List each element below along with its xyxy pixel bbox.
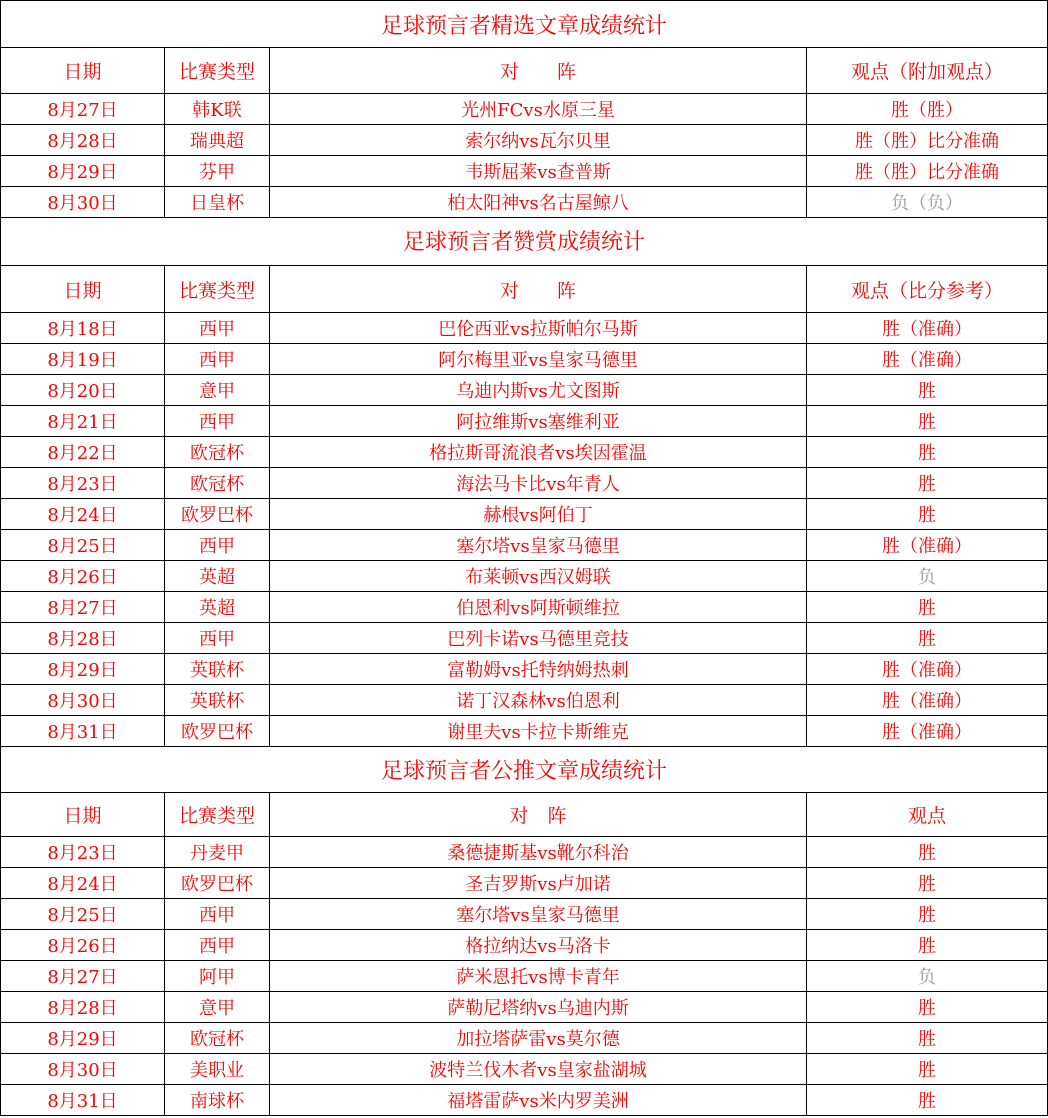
cell-date: 8月30日 xyxy=(1,685,165,716)
table-row xyxy=(1,654,1048,685)
table-row xyxy=(1,468,1048,499)
cell-match: 波特兰伐木者vs皇家盐湖城 xyxy=(270,1054,807,1085)
table-row xyxy=(1,313,1048,344)
table-row xyxy=(1,187,1048,218)
cell-view: 胜（准确） xyxy=(807,685,1048,716)
cell-view: 胜 xyxy=(807,899,1048,930)
cell-match: 索尔纳vs瓦尔贝里 xyxy=(270,125,807,156)
table-row xyxy=(1,499,1048,530)
cell-match: 萨勒尼塔纳vs乌迪内斯 xyxy=(270,992,807,1023)
cell-match: 塞尔塔vs皇家马德里 xyxy=(270,899,807,930)
public-articles-table xyxy=(0,746,1048,1116)
cell-date: 8月31日 xyxy=(1,716,165,747)
cell-league: 欧罗巴杯 xyxy=(165,499,270,530)
cell-match: 海法马卡比vs年青人 xyxy=(270,468,807,499)
cell-league: 欧冠杯 xyxy=(165,1023,270,1054)
table-row xyxy=(1,592,1048,623)
cell-date: 8月30日 xyxy=(1,187,165,218)
table-row xyxy=(1,125,1048,156)
cell-view: 胜 xyxy=(807,592,1048,623)
table-row xyxy=(1,837,1048,868)
table-row xyxy=(1,961,1048,992)
cell-date: 8月29日 xyxy=(1,654,165,685)
cell-league: 西甲 xyxy=(165,899,270,930)
cell-date: 8月27日 xyxy=(1,592,165,623)
cell-match: 乌迪内斯vs尤文图斯 xyxy=(270,375,807,406)
cell-view: 胜 xyxy=(807,499,1048,530)
cell-date: 8月24日 xyxy=(1,868,165,899)
cell-match: 谢里夫vs卡拉卡斯维克 xyxy=(270,716,807,747)
cell-view: 胜 xyxy=(807,468,1048,499)
cell-view: 胜 xyxy=(807,992,1048,1023)
cell-league: 西甲 xyxy=(165,623,270,654)
table-row xyxy=(1,530,1048,561)
cell-league: 西甲 xyxy=(165,930,270,961)
table-row xyxy=(1,623,1048,654)
cell-match: 富勒姆vs托特纳姆热刺 xyxy=(270,654,807,685)
table-row xyxy=(1,344,1048,375)
table-row xyxy=(1,930,1048,961)
cell-league: 瑞典超 xyxy=(165,125,270,156)
selected-articles-table xyxy=(0,0,1048,218)
column-header-league: 比赛类型 xyxy=(165,266,270,313)
reward-results-table xyxy=(0,216,1048,747)
table-row xyxy=(1,716,1048,747)
column-header-date: 日期 xyxy=(1,48,165,94)
cell-match: 格拉斯哥流浪者vs埃因霍温 xyxy=(270,437,807,468)
table-row xyxy=(1,868,1048,899)
cell-date: 8月26日 xyxy=(1,561,165,592)
cell-league: 英联杯 xyxy=(165,654,270,685)
table-row xyxy=(1,94,1048,125)
cell-league: 阿甲 xyxy=(165,961,270,992)
cell-view: 胜 xyxy=(807,1054,1048,1085)
cell-view: 胜 xyxy=(807,1085,1048,1116)
cell-match: 萨米恩托vs博卡青年 xyxy=(270,961,807,992)
cell-match: 福塔雷萨vs米内罗美洲 xyxy=(270,1085,807,1116)
cell-match: 诺丁汉森林vs伯恩利 xyxy=(270,685,807,716)
cell-date: 8月28日 xyxy=(1,623,165,654)
cell-date: 8月31日 xyxy=(1,1085,165,1116)
cell-view: 负（负） xyxy=(807,187,1048,218)
cell-date: 8月27日 xyxy=(1,94,165,125)
cell-view: 胜 xyxy=(807,930,1048,961)
column-header-match: 对 阵 xyxy=(270,793,807,837)
column-header-view: 观点 xyxy=(807,793,1048,837)
cell-league: 欧冠杯 xyxy=(165,468,270,499)
cell-date: 8月18日 xyxy=(1,313,165,344)
cell-view: 负 xyxy=(807,561,1048,592)
cell-match: 巴伦西亚vs拉斯帕尔马斯 xyxy=(270,313,807,344)
cell-league: 西甲 xyxy=(165,344,270,375)
cell-date: 8月20日 xyxy=(1,375,165,406)
section-title: 足球预言者赞赏成绩统计 xyxy=(1,216,1048,266)
column-header-date: 日期 xyxy=(1,793,165,837)
cell-date: 8月24日 xyxy=(1,499,165,530)
cell-view: 胜（准确） xyxy=(807,313,1048,344)
cell-view: 胜（胜）比分准确 xyxy=(807,125,1048,156)
cell-date: 8月21日 xyxy=(1,406,165,437)
cell-match: 伯恩利vs阿斯顿维拉 xyxy=(270,592,807,623)
cell-league: 意甲 xyxy=(165,992,270,1023)
cell-league: 欧罗巴杯 xyxy=(165,868,270,899)
column-header-league: 比赛类型 xyxy=(165,793,270,837)
cell-match: 阿拉维斯vs塞维利亚 xyxy=(270,406,807,437)
column-header-view: 观点（附加观点） xyxy=(807,48,1048,94)
cell-date: 8月26日 xyxy=(1,930,165,961)
table-row xyxy=(1,992,1048,1023)
column-header-league: 比赛类型 xyxy=(165,48,270,94)
cell-match: 光州FCvs水原三星 xyxy=(270,94,807,125)
cell-view: 胜（准确） xyxy=(807,654,1048,685)
cell-match: 韦斯屈莱vs查普斯 xyxy=(270,156,807,187)
cell-league: 西甲 xyxy=(165,313,270,344)
cell-match: 赫根vs阿伯丁 xyxy=(270,499,807,530)
cell-view: 胜 xyxy=(807,437,1048,468)
cell-match: 柏太阳神vs名古屋鲸八 xyxy=(270,187,807,218)
cell-league: 西甲 xyxy=(165,530,270,561)
table-row xyxy=(1,899,1048,930)
cell-league: 意甲 xyxy=(165,375,270,406)
cell-league: 英超 xyxy=(165,592,270,623)
cell-league: 日皇杯 xyxy=(165,187,270,218)
cell-date: 8月30日 xyxy=(1,1054,165,1085)
cell-view: 胜 xyxy=(807,406,1048,437)
cell-date: 8月27日 xyxy=(1,961,165,992)
table-row xyxy=(1,437,1048,468)
table-row xyxy=(1,685,1048,716)
cell-match: 桑德捷斯基vs靴尔科治 xyxy=(270,837,807,868)
column-header-date: 日期 xyxy=(1,266,165,313)
table-row xyxy=(1,1023,1048,1054)
column-header-match: 对 阵 xyxy=(270,48,807,94)
cell-view: 胜 xyxy=(807,1023,1048,1054)
section-title: 足球预言者公推文章成绩统计 xyxy=(1,746,1048,793)
cell-date: 8月25日 xyxy=(1,899,165,930)
cell-view: 胜 xyxy=(807,837,1048,868)
cell-view: 胜 xyxy=(807,375,1048,406)
cell-date: 8月29日 xyxy=(1,156,165,187)
cell-date: 8月28日 xyxy=(1,125,165,156)
cell-league: 欧冠杯 xyxy=(165,437,270,468)
cell-league: 欧罗巴杯 xyxy=(165,716,270,747)
cell-match: 格拉纳达vs马洛卡 xyxy=(270,930,807,961)
cell-date: 8月25日 xyxy=(1,530,165,561)
cell-view: 胜（准确） xyxy=(807,716,1048,747)
cell-view: 胜 xyxy=(807,868,1048,899)
cell-date: 8月28日 xyxy=(1,992,165,1023)
cell-view: 胜（胜） xyxy=(807,94,1048,125)
cell-league: 西甲 xyxy=(165,406,270,437)
cell-match: 布莱顿vs西汉姆联 xyxy=(270,561,807,592)
cell-view: 负 xyxy=(807,961,1048,992)
table-row xyxy=(1,156,1048,187)
table-row xyxy=(1,1054,1048,1085)
cell-match: 巴列卡诺vs马德里竞技 xyxy=(270,623,807,654)
cell-view: 胜（准确） xyxy=(807,530,1048,561)
cell-date: 8月29日 xyxy=(1,1023,165,1054)
cell-match: 阿尔梅里亚vs皇家马德里 xyxy=(270,344,807,375)
cell-league: 英联杯 xyxy=(165,685,270,716)
cell-date: 8月19日 xyxy=(1,344,165,375)
cell-match: 加拉塔萨雷vs莫尔德 xyxy=(270,1023,807,1054)
cell-league: 南球杯 xyxy=(165,1085,270,1116)
cell-date: 8月22日 xyxy=(1,437,165,468)
cell-league: 美职业 xyxy=(165,1054,270,1085)
table-row xyxy=(1,561,1048,592)
cell-date: 8月23日 xyxy=(1,837,165,868)
cell-match: 圣吉罗斯vs卢加诺 xyxy=(270,868,807,899)
section-title: 足球预言者精选文章成绩统计 xyxy=(1,1,1048,48)
cell-league: 丹麦甲 xyxy=(165,837,270,868)
table-row xyxy=(1,375,1048,406)
column-header-view: 观点（比分参考） xyxy=(807,266,1048,313)
cell-league: 芬甲 xyxy=(165,156,270,187)
cell-view: 胜（准确） xyxy=(807,344,1048,375)
cell-match: 塞尔塔vs皇家马德里 xyxy=(270,530,807,561)
cell-league: 英超 xyxy=(165,561,270,592)
column-header-match: 对 阵 xyxy=(270,266,807,313)
cell-view: 胜（胜）比分准确 xyxy=(807,156,1048,187)
cell-date: 8月23日 xyxy=(1,468,165,499)
table-row xyxy=(1,1085,1048,1116)
table-row xyxy=(1,406,1048,437)
cell-view: 胜 xyxy=(807,623,1048,654)
cell-league: 韩K联 xyxy=(165,94,270,125)
